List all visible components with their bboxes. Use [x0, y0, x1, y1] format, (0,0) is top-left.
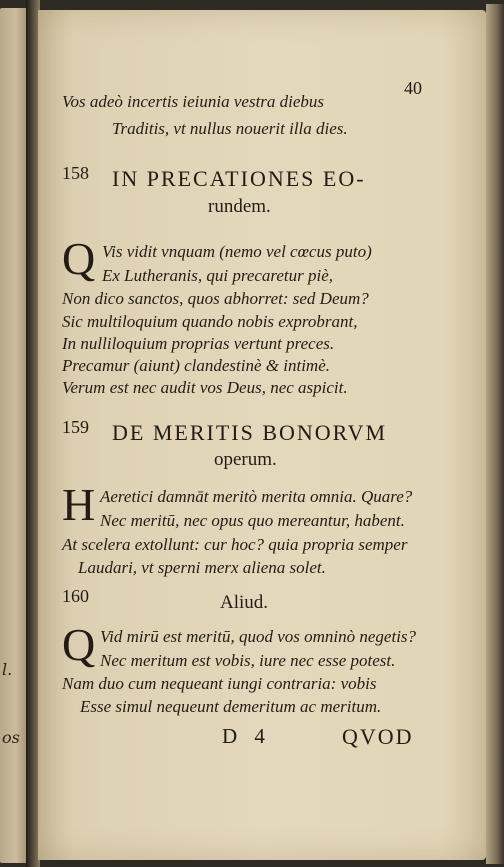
epigram-number: 160	[62, 586, 89, 606]
epigram-title: Aliud.	[220, 592, 269, 613]
right-page-edge	[486, 4, 504, 864]
epigram-title: DE MERITIS BONORVM	[112, 420, 388, 445]
poem-line: Nam duo cum nequeant iungi contraria: vobis	[62, 674, 377, 693]
poem-line: Sic multiloquium quando nobis exprobrant,	[62, 312, 358, 331]
poem-line: Nec meritum est vobis, iure nec esse potest.	[100, 651, 396, 670]
poem-line: In nulliloquium proprias vertunt preces.	[62, 334, 335, 353]
poem-line: Non dico sanctos, quos abhorret: sed Deum?	[62, 289, 369, 308]
poem-line: Laudari, vt sperni merx aliena solet.	[78, 558, 326, 577]
poem-line: Vis vidit vnquam (nemo vel cœcus puto)	[102, 242, 372, 261]
poem-line: Esse simul nequeunt demeritum ac meritum.	[80, 697, 382, 716]
epigram-number: 159	[62, 417, 89, 437]
drop-cap: H	[62, 479, 96, 530]
epigram-title: operum.	[214, 449, 277, 470]
epigram-number: 158	[62, 163, 89, 183]
drop-cap: Q	[62, 619, 96, 670]
poem-line: Verum est nec audit vos Deus, nec aspicit.	[62, 378, 348, 397]
signature-mark: D 4	[222, 724, 271, 748]
left-margin-fragment: os	[2, 728, 20, 747]
page-number: 40	[404, 78, 422, 98]
poem-line: Vid mirū est meritū, quod vos omninò negetis?	[100, 627, 417, 646]
left-margin-fragment: l.	[2, 660, 13, 679]
poem-line: Aeretici damnāt meritò merita omnia. Quare?	[100, 487, 413, 506]
catchword: QVOD	[342, 724, 414, 749]
epigram-title: IN PRECATIONES EO-	[112, 166, 366, 191]
poem-line: Ex Lutheranis, qui precaretur piè,	[102, 266, 334, 285]
poem-line: Nec meritū, nec opus quo mereantur, habent.	[100, 511, 405, 530]
drop-cap: Q	[62, 233, 96, 284]
left-page-edge	[0, 8, 26, 863]
text-line: Traditis, vt nullus nouerit illa dies.	[112, 119, 348, 138]
text-line: Vos adeò incertis ieiunia vestra diebus	[62, 92, 325, 111]
poem-line: At scelera extollunt: cur hoc? quia propria semper	[62, 535, 408, 554]
poem-line: Precamur (aiunt) clandestinè & intimè.	[62, 356, 331, 375]
epigram-title: rundem.	[208, 196, 271, 217]
